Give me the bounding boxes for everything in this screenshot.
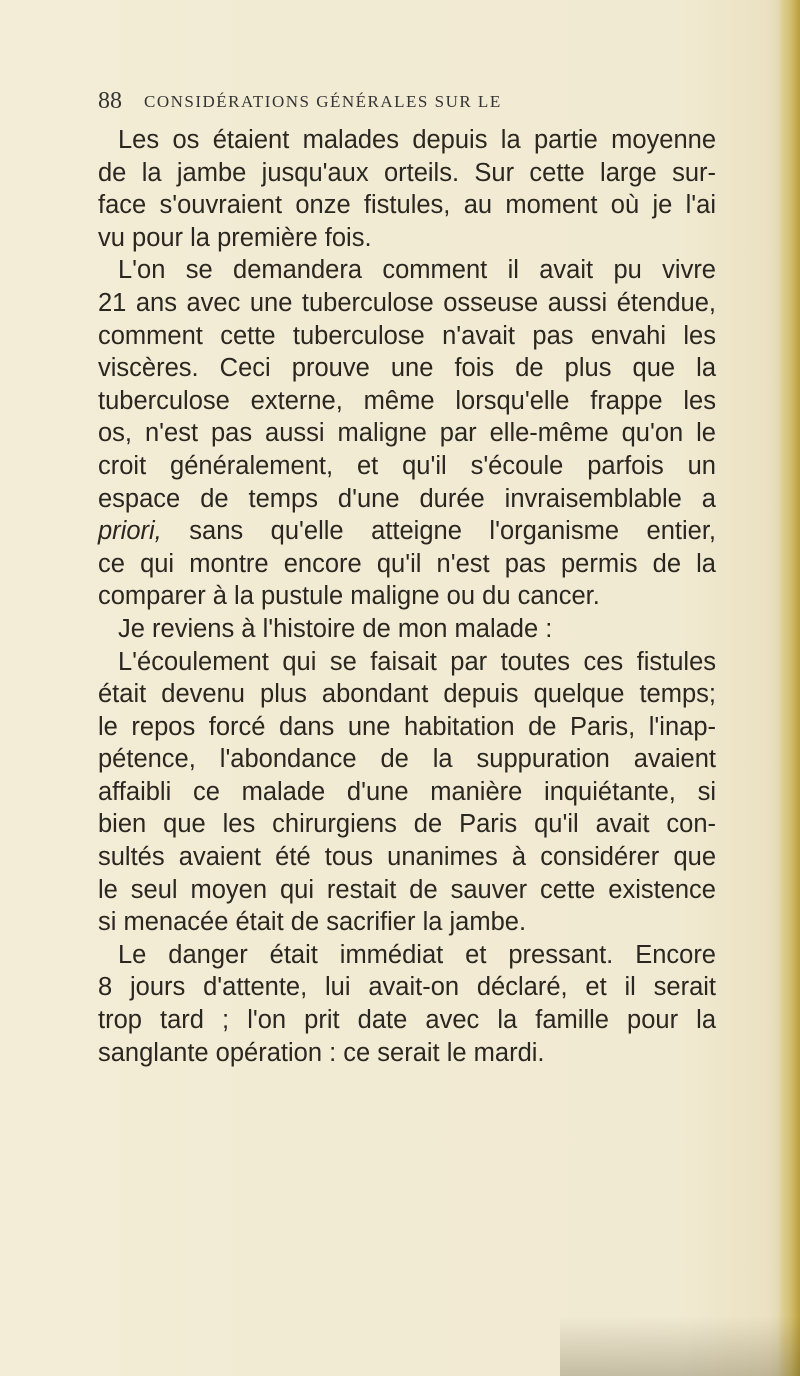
- text-line: priori, sans qu'elle atteigne l'organisme entier,: [98, 517, 716, 546]
- text-line: os, n'est pas aussi maligne par elle-même qu'on le: [98, 419, 716, 448]
- text-line: ce qui montre encore qu'il n'est pas permis de la: [98, 549, 716, 578]
- text-line: trop tard ; l'on prit date avec la famille pour la: [98, 1006, 716, 1035]
- text-line: bien que les chirurgiens de Paris qu'il avait con-: [98, 810, 716, 839]
- text-line: viscères. Ceci prouve une fois de plus que la: [98, 354, 716, 383]
- text-line: 21 ans avec une tuberculose osseuse aussi étendue,: [98, 288, 716, 317]
- text-line: L'on se demandera comment il avait pu vivre: [118, 256, 716, 285]
- page-header: [98, 88, 718, 118]
- text-line: espace de temps d'une durée invraisemblable a: [98, 484, 716, 513]
- text-line: affaibli ce malade d'une manière inquiétante, si: [98, 777, 716, 806]
- text-line: comparer à la pustule maligne ou du cancer.: [98, 582, 600, 611]
- text-line: 8 jours d'attente, lui avait-on déclaré, et il serait: [98, 973, 716, 1002]
- text-line: pétence, l'abondance de la suppuration avaient: [98, 745, 716, 774]
- text-line: était devenu plus abondant depuis quelque temps;: [98, 680, 716, 709]
- text-line: Le danger était immédiat et pressant. Encore: [118, 940, 716, 969]
- text-line: le repos forcé dans une habitation de Paris, l'inap-: [98, 712, 716, 741]
- text-line: vu pour la première fois.: [98, 223, 372, 252]
- text-line: sultés avaient été tous unanimes à considérer que: [98, 843, 716, 872]
- text-line: Je reviens à l'histoire de mon malade :: [118, 614, 553, 643]
- text-line: Les os étaient malades depuis la partie moyenne: [118, 126, 716, 154]
- text-line: croit généralement, et qu'il s'écoule parfois un: [98, 451, 716, 480]
- text-line: L'écoulement qui se faisait par toutes ces fistules: [118, 647, 716, 676]
- page-edge: [778, 0, 800, 1376]
- text-line: si menacée était de sacrifier la jambe.: [98, 908, 527, 937]
- text-line: tuberculose externe, même lorsqu'elle frappe les: [98, 386, 716, 415]
- text-line: sanglante opération : ce serait le mardi.: [98, 1038, 545, 1067]
- running-head: CONSIDÉRATIONS GÉNÉRALES SUR LE: [144, 92, 502, 111]
- text-line: comment cette tuberculose n'avait pas envahi les: [98, 321, 716, 350]
- text-line: le seul moyen qui restait de sauver cette existence: [98, 875, 716, 904]
- page-number: 88: [98, 88, 122, 114]
- page-shadow: [560, 1316, 800, 1376]
- text-line: face s'ouvraient onze fistules, au moment où je l'ai: [98, 191, 716, 220]
- text-line: de la jambe jusqu'aux orteils. Sur cette large sur-: [98, 158, 716, 187]
- body-text: [98, 124, 716, 1069]
